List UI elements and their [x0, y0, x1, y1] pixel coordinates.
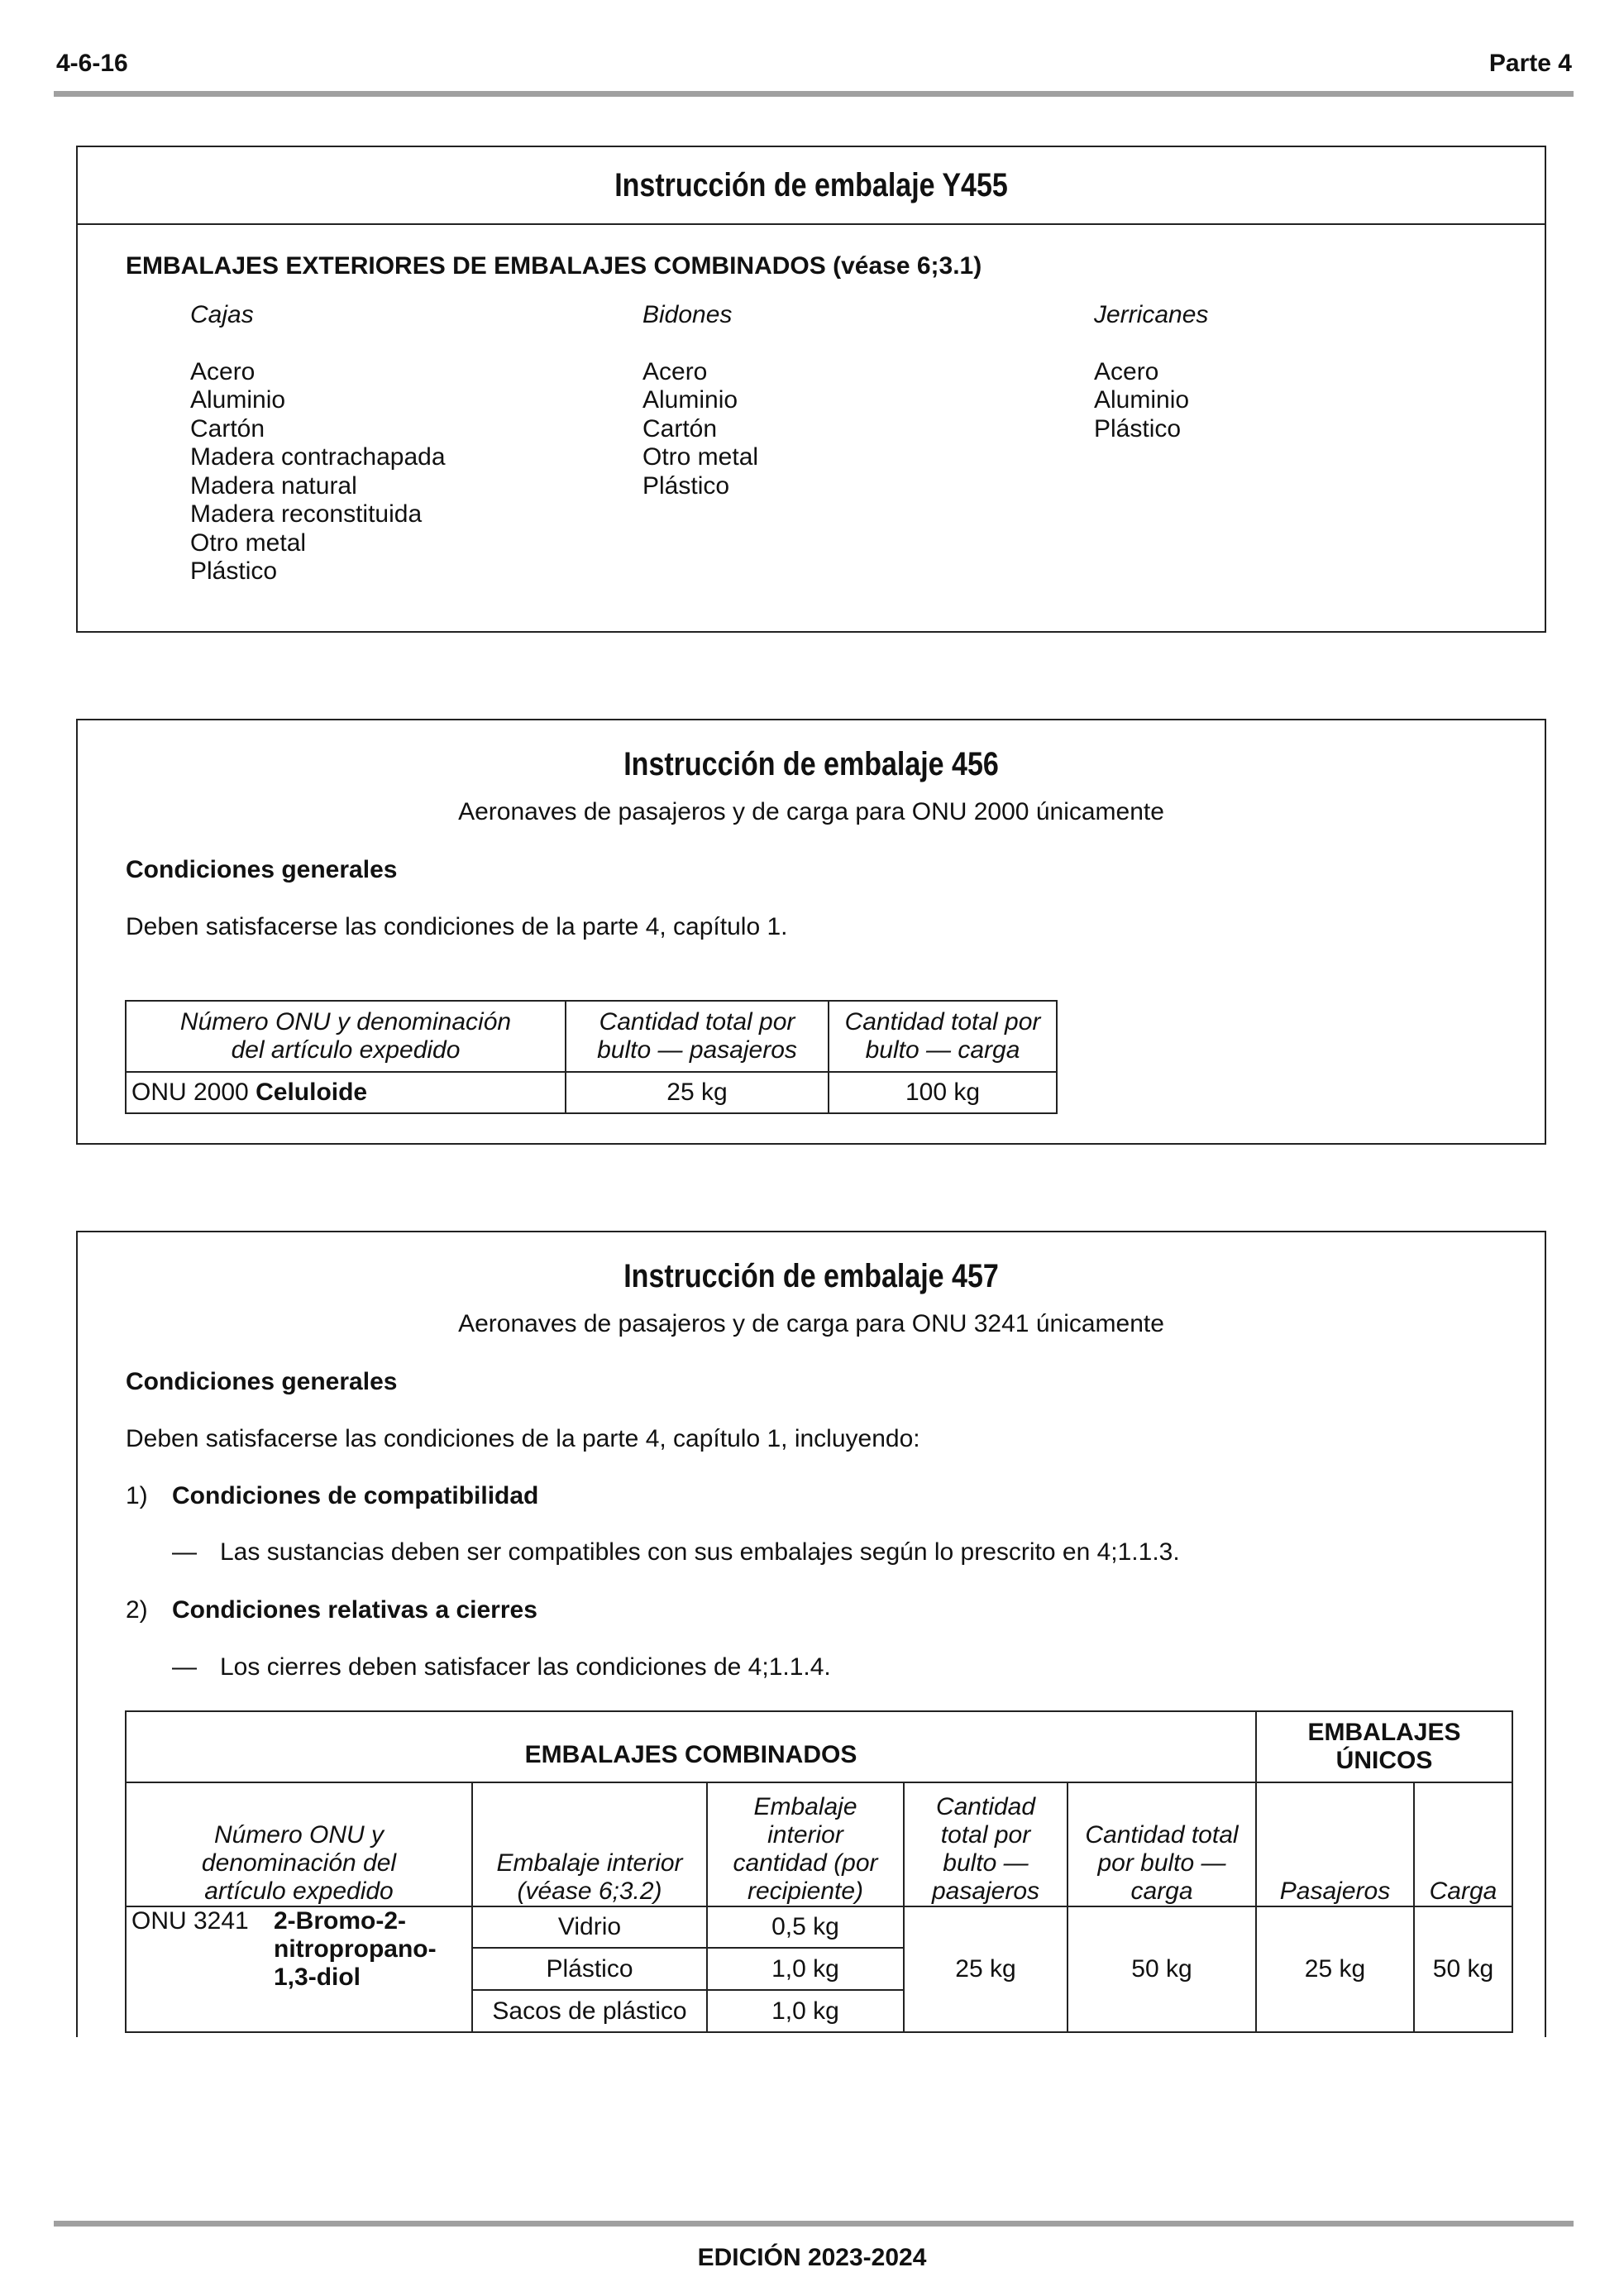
instruction-title: Instrucción de embalaje 456	[623, 746, 999, 782]
part-label: Parte 4	[1488, 50, 1572, 77]
list-item: Acero	[190, 357, 256, 385]
cell-inner-quantity: 1,0 kg	[707, 1990, 904, 2032]
column-jerricanes	[1094, 301, 1208, 443]
list-item: Cartón	[190, 414, 265, 442]
list-item: Aluminio	[190, 386, 286, 414]
cell-inner-quantity: 0,5 kg	[707, 1906, 904, 1948]
cell-inner-packaging: Vidrio	[472, 1906, 707, 1948]
header-combined: EMBALAJES COMBINADOS	[126, 1711, 1256, 1782]
instruction-subtitle: Aeronaves de pasajeros y de carga para ONU 3241 únicamente	[458, 1310, 1164, 1337]
item-number: 2)	[126, 1596, 148, 1624]
header-pax-qty: Cantidad total por bulto — pasajeros	[566, 1001, 829, 1072]
cell-cargo-qty: 50 kg	[1068, 1906, 1256, 2032]
packing-instruction-456	[76, 719, 1546, 1145]
column-label: Cajas	[190, 301, 254, 328]
quantity-table	[125, 1000, 1058, 1114]
column-bidones	[642, 301, 758, 500]
column-label: Jerricanes	[1094, 301, 1209, 328]
instruction-subtitle: Aeronaves de pasajeros y de carga para ONU 2000 únicamente	[458, 798, 1164, 825]
cell-pax-qty: 25 kg	[566, 1072, 829, 1113]
cell-pax-qty: 25 kg	[904, 1906, 1068, 2032]
cell-single-pax: 25 kg	[1256, 1906, 1414, 2032]
header-rule	[54, 91, 1574, 97]
header-inner-quantity: Embalaje interior cantidad (por recipiente)	[707, 1782, 904, 1906]
packaging-table	[125, 1710, 1513, 2033]
item-heading: Condiciones de compatibilidad	[172, 1482, 539, 1509]
table-row	[126, 1072, 1057, 1113]
item-number: 1)	[126, 1482, 148, 1509]
packing-instruction-457	[76, 1231, 1546, 2037]
table-row	[126, 1906, 1512, 1948]
cell-inner-quantity: 1,0 kg	[707, 1948, 904, 1990]
header-un-name: Número ONU y denominación del artículo expedido	[126, 1782, 472, 1906]
cell-inner-packaging: Sacos de plástico	[472, 1990, 707, 2032]
dash-bullet: —	[172, 1653, 197, 1681]
list-item: Acero	[642, 357, 708, 385]
conditions-heading: Condiciones generales	[126, 1368, 398, 1395]
header-single-pax: Pasajeros	[1256, 1782, 1414, 1906]
list-item: Madera contrachapada	[190, 443, 446, 471]
edition-footer: EDICIÓN 2023-2024	[697, 2244, 927, 2271]
list-item: Plástico	[190, 557, 278, 585]
instruction-title: Instrucción de embalaje Y455	[614, 167, 1008, 203]
dash-bullet: —	[172, 1538, 197, 1566]
list-item: Plástico	[1094, 414, 1182, 442]
item-heading: Condiciones relativas a cierres	[172, 1596, 537, 1624]
list-item: Otro metal	[642, 443, 759, 471]
column-cajas	[190, 301, 446, 586]
packing-instruction-y455	[76, 146, 1546, 633]
page-number: 4-6-16	[56, 50, 128, 77]
item-text: Las sustancias deben ser compatibles con sus embalajes según lo prescrito en 4;1.1.3.	[220, 1538, 1180, 1566]
header-inner-packaging: Embalaje interior (véase 6;3.2)	[472, 1782, 707, 1906]
conditions-text: Deben satisfacerse las condiciones de la parte 4, capítulo 1.	[126, 913, 788, 940]
header-un-name: Número ONU y denominación del artículo expedido	[126, 1001, 566, 1072]
header-cargo-qty: Cantidad total por bulto — carga	[1068, 1782, 1256, 1906]
list-item: Cartón	[642, 414, 718, 442]
footer-rule	[54, 2221, 1574, 2227]
list-item: Aluminio	[642, 386, 738, 414]
list-item: Aluminio	[1094, 386, 1190, 414]
cell-un-name: ONU 3241 2-Bromo-2- nitropropano- 1,3-diol	[126, 1906, 472, 2032]
conditions-heading: Condiciones generales	[126, 856, 398, 883]
list-item: Madera natural	[190, 471, 357, 500]
cell-inner-packaging: Plástico	[472, 1948, 707, 1990]
list-item: Madera reconstituida	[190, 500, 423, 528]
list-item: Acero	[1094, 357, 1159, 385]
item-text: Los cierres deben satisfacer las condiciones de 4;1.1.4.	[220, 1653, 831, 1681]
instruction-title: Instrucción de embalaje 457	[623, 1258, 999, 1294]
cell-single-cargo: 50 kg	[1414, 1906, 1512, 2032]
list-item: Otro metal	[190, 529, 307, 557]
header-single: EMBALAJES ÚNICOS	[1256, 1711, 1512, 1782]
section-heading: EMBALAJES EXTERIORES DE EMBALAJES COMBINADOS (véase 6;3.1)	[126, 252, 982, 280]
cell-cargo-qty: 100 kg	[829, 1072, 1057, 1113]
cell-un-name: ONU 2000 Celuloide	[126, 1072, 566, 1113]
header-cargo-qty: Cantidad total por bulto — carga	[829, 1001, 1057, 1072]
header-single-cargo: Carga	[1414, 1782, 1512, 1906]
title-bar	[78, 147, 1545, 225]
list-item: Plástico	[642, 471, 730, 500]
conditions-text: Deben satisfacerse las condiciones de la parte 4, capítulo 1, incluyendo:	[126, 1425, 920, 1452]
column-label: Bidones	[642, 301, 733, 328]
header-pax-qty: Cantidad total por bulto — pasajeros	[904, 1782, 1068, 1906]
